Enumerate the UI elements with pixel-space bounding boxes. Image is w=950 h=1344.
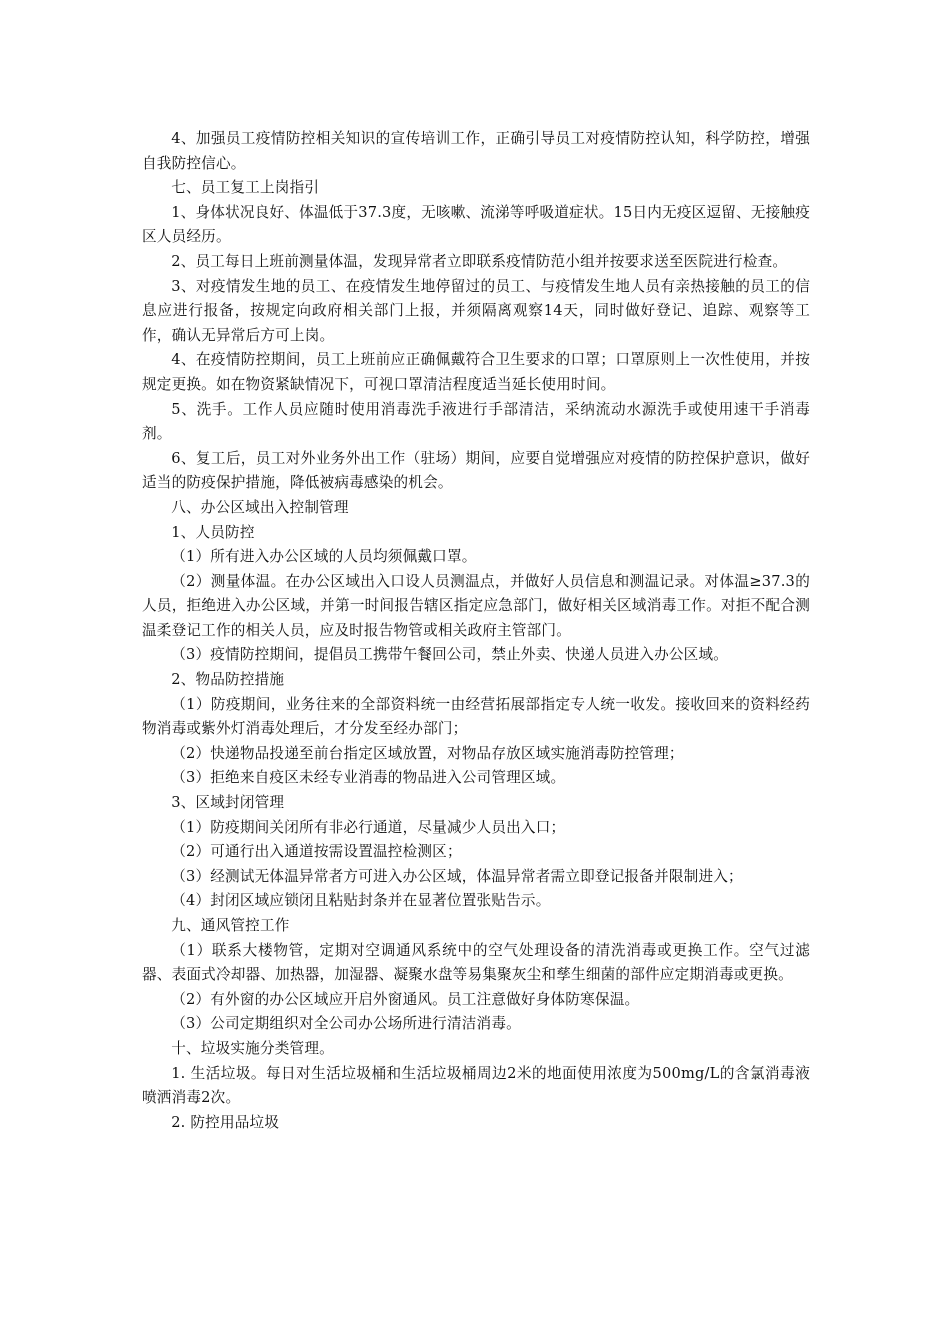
paragraph: 3、对疫情发生地的员工、在疫情发生地停留过的员工、与疫情发生地人员有亲热接触的员工的信息应进行报备，按规定向政府相关部门上报，并须隔离观察14天，同时做好登记、追踪、观察等工作，确认无异常后方可上岗。 <box>142 277 810 344</box>
paragraph: 1、身体状况良好、体温低于37.3度，无咳嗽、流涕等呼吸道症状。15日内无疫区逗留、无接触疫区人员经历。 <box>142 203 810 246</box>
paragraph: （3）疫情防控期间，提倡员工携带午餐回公司，禁止外卖、快递人员进入办公区域。 <box>171 646 729 664</box>
paragraph: （2）快递物品投递至前台指定区域放置，对物品存放区域实施消毒防控管理； <box>171 744 684 762</box>
paragraph: 4、加强员工疫情防控相关知识的宣传培训工作，正确引导员工对疫情防控认知，科学防控，增强自我防控信心。 <box>142 130 810 172</box>
paragraph: （4）封闭区域应锁闭且粘贴封条并在显著位置张贴告示。 <box>171 892 551 910</box>
paragraph: （2）可通行出入通道按需设置温控检测区； <box>171 843 462 861</box>
paragraph: （1）联系大楼物管，定期对空调通风系统中的空气处理设备的清洗消毒或更换工作。空气过滤器、表面式冷却器、加热器，加湿器、凝聚水盘等易集聚灰尘和孳生细菌的部件应定期消毒或更换。 <box>142 941 810 984</box>
section-heading: 九、通风管控工作 <box>171 917 290 934</box>
paragraph: （1）防疫期间关闭所有非必行通道，尽量减少人员出入口； <box>171 818 566 836</box>
paragraph: 1. 生活垃圾。每日对生活垃圾桶和生活垃圾桶周边2米的地面使用浓度为500mg/L的含氯消毒液喷洒消毒2次。 <box>142 1064 810 1107</box>
section-heading: 十、垃圾实施分类管理。 <box>171 1039 334 1057</box>
subsection-heading: 2、物品防控措施 <box>171 671 285 689</box>
paragraph: （2）有外窗的办公区域应开启外窗通风。员工注意做好身体防寒保温。 <box>171 990 640 1008</box>
subsection-heading: 3、区域封闭管理 <box>171 794 285 812</box>
paragraph: 4、在疫情防控期间，员工上班前应正确佩戴符合卫生要求的口罩；口罩原则上一次性使用，并按规定更换。如在物资紧缺情况下，可视口罩清洁程度适当延长使用时间。 <box>142 351 810 393</box>
paragraph: （3）经测试无体温异常者方可进入办公区域，体温异常者需立即登记报备并限制进入； <box>171 867 743 885</box>
paragraph: （3）公司定期组织对全公司办公场所进行清洁消毒。 <box>171 1015 521 1033</box>
document-body <box>142 127 810 1135</box>
subsection-heading: 1、人员防控 <box>171 523 255 541</box>
paragraph: （1）防疫期间，业务往来的全部资料统一由经营拓展部指定专人统一收发。接收回来的资料经药物消毒或紫外灯消毒处理后，才分发至经办部门； <box>142 695 810 738</box>
paragraph: 2、员工每日上班前测量体温，发现异常者立即联系疫情防范小组并按要求送至医院进行检查。 <box>171 252 788 270</box>
section-heading: 七、员工复工上岗指引 <box>171 179 320 197</box>
section-heading: 八、办公区域出入控制管理 <box>171 498 349 516</box>
paragraph: 6、复工后，员工对外业务外出工作（驻场）期间，应要自觉增强应对疫情的防控保护意识，做好适当的防疫保护措施，降低被病毒感染的机会。 <box>142 449 810 492</box>
paragraph: （2）测量体温。在办公区域出入口设人员测温点，并做好人员信息和测温记录。对体温≥37.3的人员，拒绝进入办公区域，并第一时间报告辖区指定应急部门，做好相关区域消毒工作。对拒不配合测温柔登记工作的相关人员，应及时报告物管或相关政府主管部门。 <box>142 572 810 639</box>
paragraph: 5、洗手。工作人员应随时使用消毒洗手液进行手部清洁，采纳流动水源洗手或使用速干手消毒剂。 <box>142 400 810 443</box>
paragraph: （3）拒绝来自疫区未经专业消毒的物品进入公司管理区域。 <box>171 769 566 787</box>
paragraph: （1）所有进入办公区域的人员均须佩戴口罩。 <box>171 548 477 566</box>
subsection-heading: 2. 防控用品垃圾 <box>171 1113 280 1131</box>
